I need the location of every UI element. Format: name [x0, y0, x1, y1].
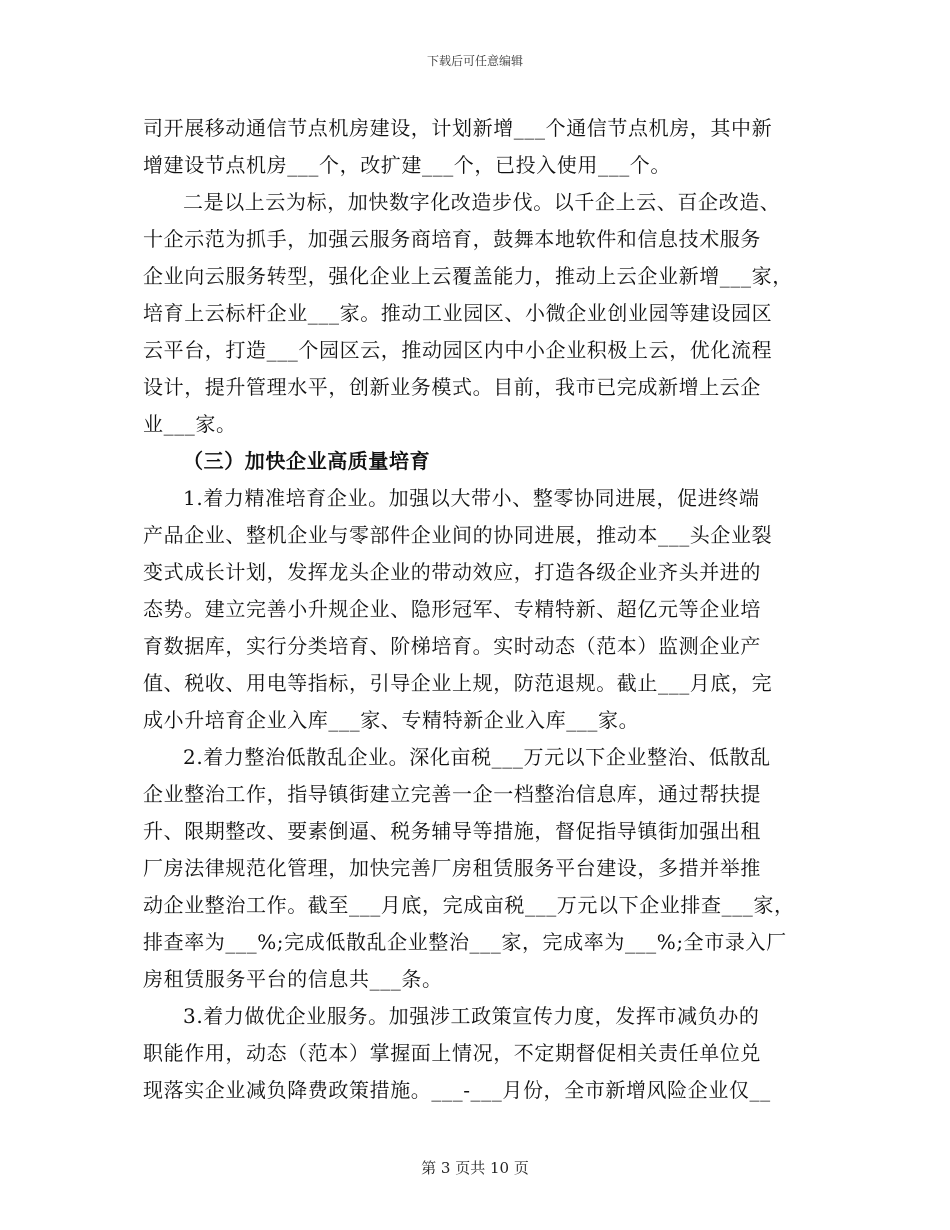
text-line: 动企业整治工作。截至___月底，完成亩税___万元以下企业排查___家，: [143, 893, 795, 917]
text-line: 态势。建立完善小升规企业、隐形冠军、专精特新、超亿元等企业培: [143, 597, 761, 621]
text-line: 企业整治工作，指导镇街建立完善一企一档整治信息库，通过帮扶提: [143, 782, 761, 806]
text-line: 业___家。: [143, 412, 237, 436]
document-body: [143, 110, 813, 1109]
text-line: 设计，提升管理水平，创新业务模式。目前，我市已完成新增上云企: [143, 375, 761, 399]
text-line: 云平台，打造___个园区云，推动园区内中小企业积极上云，优化流程: [143, 338, 773, 362]
text-line: 增建设节点机房___个，改扩建___个，已投入使用___个。: [143, 153, 671, 177]
text-line: 职能作用，动态（范本）掌握面上情况，不定期督促相关责任单位兑: [143, 1041, 761, 1065]
text-line: 十企示范为抓手，加强云服务商培育，鼓舞本地软件和信息技术服务: [143, 227, 761, 251]
text-line: 排查率为___%;完成低散乱企业整治___家，完成率为___%;全市录入厂: [143, 930, 787, 954]
text-line: 企业向云服务转型，强化企业上云覆盖能力，推动上云企业新增___家，: [143, 264, 793, 288]
paragraph-start: 二是以上云为标，加快数字化改造步伐。以千企上云、百企改造、: [183, 190, 781, 214]
paragraph-start: 3.着力做优企业服务。加强涉工政策宣传力度，发挥市减负办的: [183, 1004, 760, 1028]
page-header-note: 下载后可任意编辑: [426, 54, 523, 68]
text-line: 升、限期整改、要素倒逼、税务辅导等措施，督促指导镇街加强出租: [143, 819, 761, 843]
text-line: 司开展移动通信节点机房建设，计划新增___个通信节点机房，其中新: [143, 116, 773, 140]
paragraph-start: 1.着力精准培育企业。加强以大带小、整零协同进展，促进终端: [183, 486, 760, 510]
page-number-footer: 第 3 页共 10 页: [421, 1159, 529, 1177]
text-line: 房租赁服务平台的信息共___条。: [143, 967, 443, 991]
text-line: 产品企业、整机企业与零部件企业间的协同进展，推动本___头企业裂: [143, 523, 773, 547]
text-line: 变式成长计划，发挥龙头企业的带动效应，打造各级企业齐头并进的: [143, 560, 761, 584]
text-line: 值、税收、用电等指标，引导企业上规，防范退规。截止___月底，完: [143, 671, 773, 695]
text-line: 成小升培育企业入库___家、专精特新企业入库___家。: [143, 708, 640, 732]
text-line: 现落实企业减负降费政策措施。___-___月份，全市新增风险企业仅__: [143, 1078, 771, 1102]
paragraph-start: 2.着力整治低散乱企业。深化亩税___万元以下企业整治、低散乱: [183, 745, 771, 769]
text-line: 培育上云标杆企业___家。推动工业园区、小微企业创业园等建设园区: [143, 301, 773, 325]
text-line: 育数据库，实行分类培育、阶梯培育。实时动态（范本）监测企业产: [143, 634, 761, 658]
text-line: 厂房法律规范化管理，加快完善厂房租赁服务平台建设，多措并举推: [143, 856, 761, 880]
section-heading: （三）加快企业高质量培育: [183, 449, 431, 473]
